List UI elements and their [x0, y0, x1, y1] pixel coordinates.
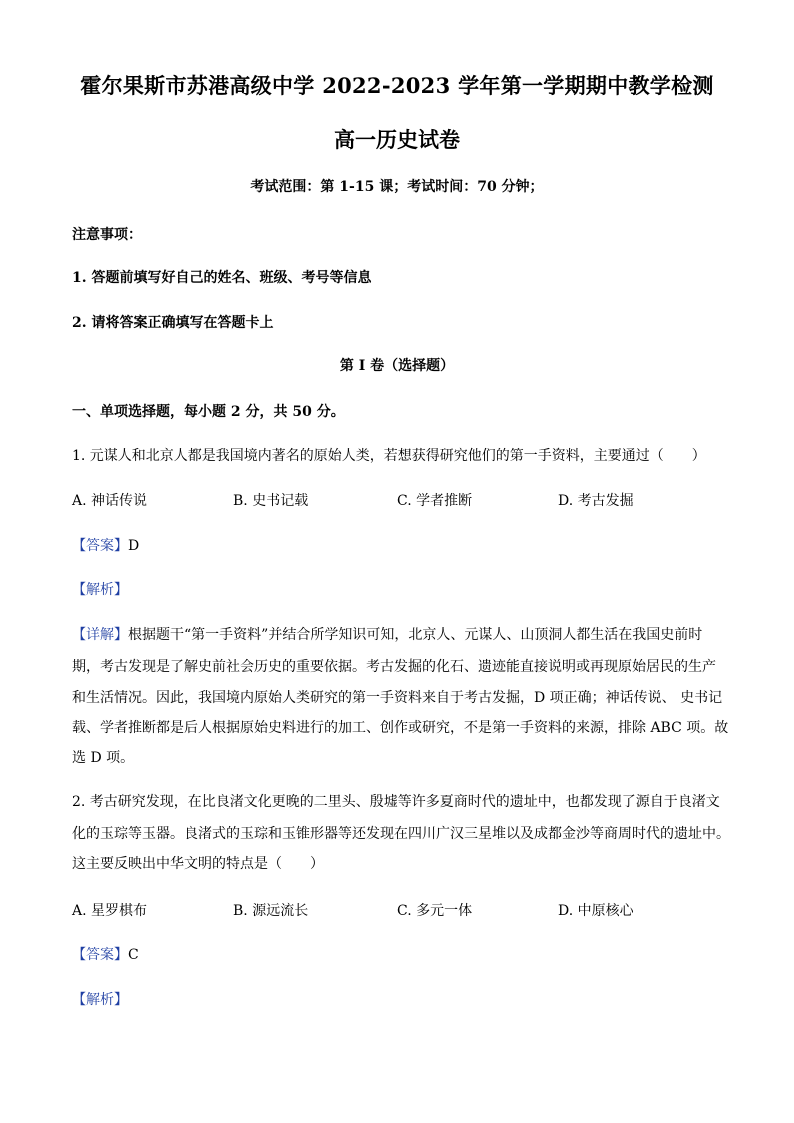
answer-tag: 【答案】: [72, 538, 128, 554]
analysis-tag: 【解析】: [72, 992, 128, 1008]
detail-text: 根据题干“第一手资料”并结合所学知识可知，北京人、元谋人、山顶洞人都生活在我国史前时: [128, 627, 703, 643]
notes-heading: 注意事项：: [72, 227, 142, 243]
part-heading: 一、单项选择题，每小题 2 分，共 50 分。: [72, 404, 345, 420]
answer-line: [72, 944, 139, 964]
option-a: A. 星罗棋布: [72, 903, 148, 919]
detail-tag: 【详解】: [72, 627, 128, 643]
exam-subtitle: 高一历史试卷: [334, 127, 460, 152]
exam-scope-info: 考试范围：第 1-15 课；考试时间：70 分钟；: [250, 179, 544, 195]
question-stem: 2. 考古研究发现，在比良渚文化更晚的二里头、殷墟等许多夏商时代的遗址中，也都发现了源自于良渚文: [72, 794, 720, 810]
option-c: C. 学者推断: [397, 493, 473, 509]
exam-title: 霍尔果斯市苏港高级中学 2022-2023 学年第一学期期中教学检测: [80, 73, 714, 98]
detail-line: 期，考古发现是了解史前社会历史的重要依据。考古发掘的化石、遗迹能直接说明或再现原始居民的生产: [72, 659, 716, 675]
section-title: 第 I 卷（选择题）: [339, 358, 455, 374]
option-b: B. 源远流长: [233, 903, 309, 919]
option-c: C. 多元一体: [397, 903, 473, 919]
answer-tag: 【答案】: [72, 947, 128, 963]
detail-line: 选 D 项。: [72, 750, 135, 766]
option-d: D. 考古发掘: [558, 493, 634, 509]
answer-value: C: [128, 947, 139, 963]
note-item: 2. 请将答案正确填写在答题卡上: [72, 315, 274, 331]
answer-line: [72, 535, 139, 555]
option-b: B. 史书记载: [233, 493, 309, 509]
question-stem: 化的玉琮等玉器。良渚式的玉琮和玉锥形器等还发现在四川广汉三星堆以及成都金沙等商周时代的遗址中。: [72, 826, 730, 842]
detail-line: [72, 624, 702, 644]
question-stem: 1. 元谋人和北京人都是我国境内著名的原始人类，若想获得研究他们的第一手资料，主要通过（ ）: [72, 448, 706, 464]
detail-line: 载、学者推断都是后人根据原始史料进行的加工、创作或研究，不是第一手资料的来源，排除 ABC 项。故: [72, 720, 729, 736]
analysis-tag: 【解析】: [72, 582, 128, 598]
option-d: D. 中原核心: [558, 903, 634, 919]
note-item: 1. 答题前填写好自己的姓名、班级、考号等信息: [72, 270, 372, 286]
answer-value: D: [128, 538, 140, 554]
question-stem: 这主要反映出中华文明的特点是（ ）: [72, 856, 324, 872]
detail-line: 和生活情况。因此，我国境内原始人类研究的第一手资料来自于考古发掘，D 项正确；神话传说、 史书记: [72, 690, 723, 706]
option-a: A. 神话传说: [72, 493, 148, 509]
